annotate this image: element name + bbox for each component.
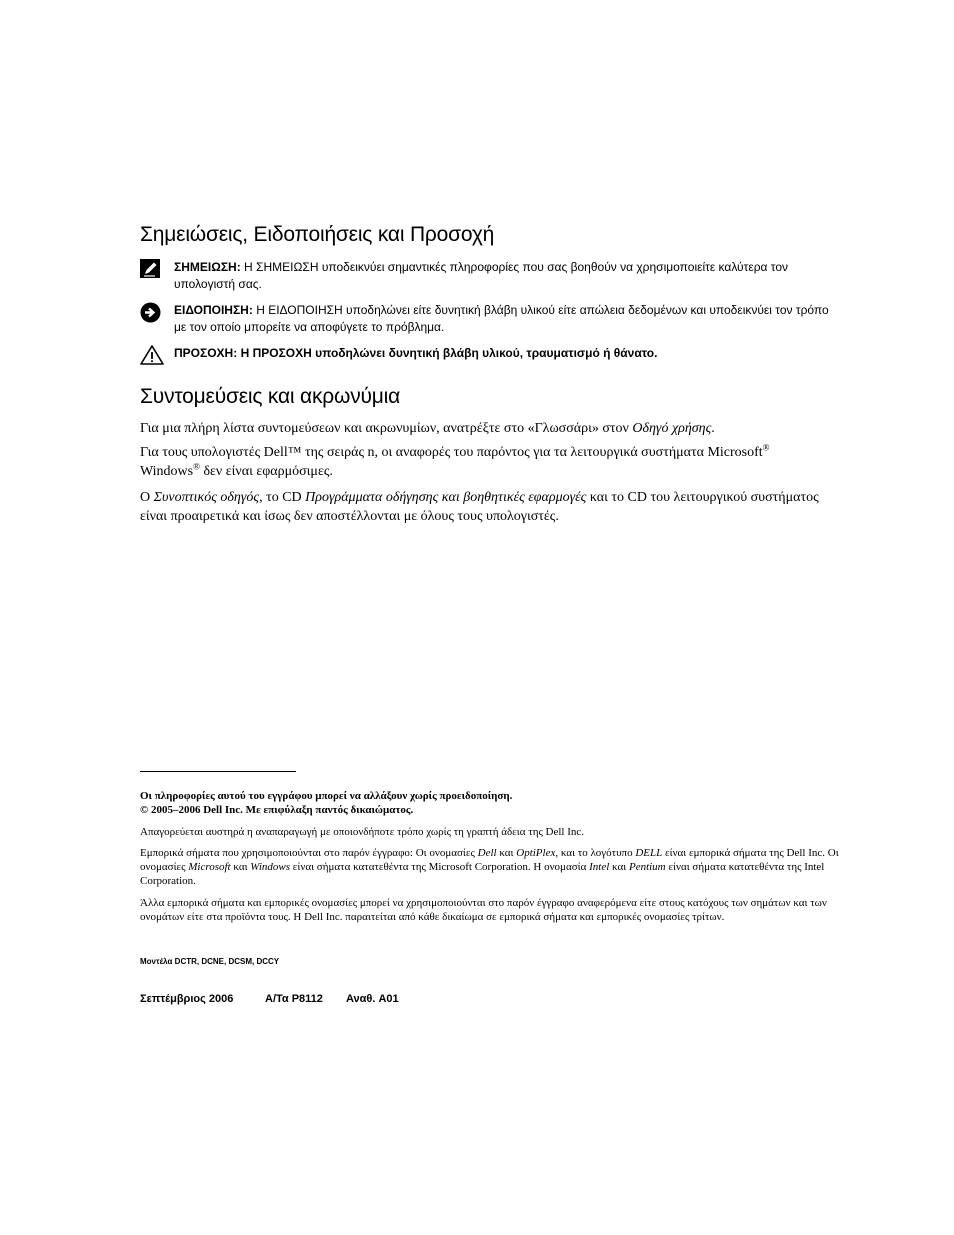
trademark: Microsoft xyxy=(188,861,231,873)
copyright-text: © 2005–2006 Dell Inc. Με επιφύλαξη παντός δικαιώματος. xyxy=(140,804,414,816)
note-text: Η ΣΗΜΕΙΩΣΗ υποδεικνύει σημαντικές πληροφορίες που σας βοηθούν να χρησιμοποιείτε καλύτερα τον υπολογιστή σας. xyxy=(174,260,789,291)
part-number: Α/Τα P8112 xyxy=(265,993,323,1005)
caution-text: Η ΠΡΟΣΟΧΗ υποδηλώνει δυνητική βλάβη υλικού, τραυματισμό ή θάνατο. xyxy=(240,346,658,360)
notice-text: Η ΕΙΔΟΠΟΙΗΣΗ υποδηλώνει είτε δυνητική βλάβη υλικού είτε απώλεια δεδομένων και υποδεικνύει τον τρόπο με τον οποίο μπορείτε να αποφύγετε το πρόβλημα. xyxy=(174,303,829,334)
legal-text: είναι σήματα κατατεθέντα της Intel Corporation. xyxy=(140,861,825,887)
paragraph-glossary xyxy=(140,419,830,438)
caution-notice xyxy=(140,345,840,362)
paragraph-text: . xyxy=(711,421,715,436)
trademark: OptiPlex xyxy=(516,847,556,859)
registered-mark: ® xyxy=(193,461,200,472)
note-notice xyxy=(140,259,840,293)
notice-notice xyxy=(140,302,840,336)
registered-mark: ® xyxy=(762,442,770,453)
legal-text: Εμπορικά σήματα που χρησιμοποιούνται στο παρόν έγγραφο: Οι ονομασίες xyxy=(140,847,478,859)
paragraph-text: Ο xyxy=(140,490,154,505)
paragraph-text: και το CD του λειτουργικού συστήματος είναι προαιρετικά και ίσως δεν αποστέλλονται με όλους τους υπολογιστές. xyxy=(140,490,819,524)
paragraph-text: δεν είναι εφαρμόσιμες. xyxy=(199,464,333,479)
model-numbers: Μοντέλα DCTR, DCNE, DCSM, DCCY xyxy=(140,957,280,966)
paragraph-text: Για τους υπολογιστές Dell™ της σειράς n, οι αναφορές του παρόντος για τα λειτουργικά συστήματα Microsoft xyxy=(140,445,763,460)
paragraph-text: Windows xyxy=(140,464,194,479)
drivers-cd-ref: Προγράμματα οδήγησης και βοηθητικές εφαρμογές xyxy=(305,490,587,505)
trademark: DELL xyxy=(635,847,663,859)
publication-date: Σεπτέμβριος 2006 xyxy=(140,993,234,1005)
legal-text: και xyxy=(230,861,251,873)
trademark: Pentium xyxy=(628,861,666,873)
trademark: Windows xyxy=(250,861,291,873)
reproduction-notice: Απαγορεύεται αυστηρά η αναπαραγωγή με οποιονδήποτε τρόπο χωρίς τη γραπτή άδεια της Dell Inc. xyxy=(140,826,585,838)
legal-text: Οι πληροφορίες αυτού του εγγράφου μπορεί να αλλάξουν χωρίς προειδοποίηση. xyxy=(140,790,513,802)
note-label: ΣΗΜΕΙΩΣΗ: xyxy=(174,260,241,274)
pencil-note-icon xyxy=(140,259,164,281)
caution-label: ΠΡΟΣΟΧΗ: xyxy=(174,346,238,360)
section-title-notes: Σημειώσεις, Ειδοποιήσεις και Προσοχή xyxy=(140,223,495,246)
paragraph-optional-media xyxy=(140,488,830,526)
legal-text: και xyxy=(609,861,629,873)
trademarks-notice xyxy=(140,846,845,888)
legal-text: είναι εμπορικά σήματα της Dell Inc. Οι ονομασίες xyxy=(140,847,839,873)
notice-label: ΕΙΔΟΠΟΙΗΣΗ: xyxy=(174,303,253,317)
trademark: Dell xyxy=(477,847,497,859)
warning-triangle-icon xyxy=(140,345,164,367)
quick-reference-ref: Συνοπτικός οδηγός xyxy=(153,490,260,505)
document-footer xyxy=(140,993,399,1005)
section-title-abbreviations: Συντομεύσεις και ακρωνύμια xyxy=(140,385,401,408)
trademark: Intel xyxy=(589,861,610,873)
legal-text: είναι σήματα κατατεθέντα της Microsoft Corporation. Η ονομασία xyxy=(290,861,590,873)
user-guide-ref: Οδηγό χρήσης xyxy=(632,421,712,436)
paragraph-text: , το CD xyxy=(259,490,306,505)
paragraph-n-series xyxy=(140,443,830,481)
alert-circle-icon xyxy=(140,302,164,324)
legal-text: και xyxy=(496,847,517,859)
revision: Αναθ. A01 xyxy=(346,993,399,1005)
paragraph-text: Για μια πλήρη λίστα συντομεύσεων και ακρωνυμίων, ανατρέξτε στο «Γλωσσάρι» στον xyxy=(140,421,633,436)
other-trademarks-notice: Άλλα εμπορικά σήματα και εμπορικές ονομασίες μπορεί να χρησιμοποιούνται στο παρόν έγγραφο αναφερόμενα είτε στους κατόχους των σημάτων και των ονομάτων είτε στα προϊόντα τους. Η Dell Inc. παραιτείται από κάθε δικαίωμα σε εμπορικά σήματα και εμπορικές ονομασίες τρίτων. xyxy=(140,897,827,923)
legal-text: , και το λογότυπο xyxy=(555,847,636,859)
legal-notice xyxy=(140,789,845,817)
divider xyxy=(140,771,296,772)
